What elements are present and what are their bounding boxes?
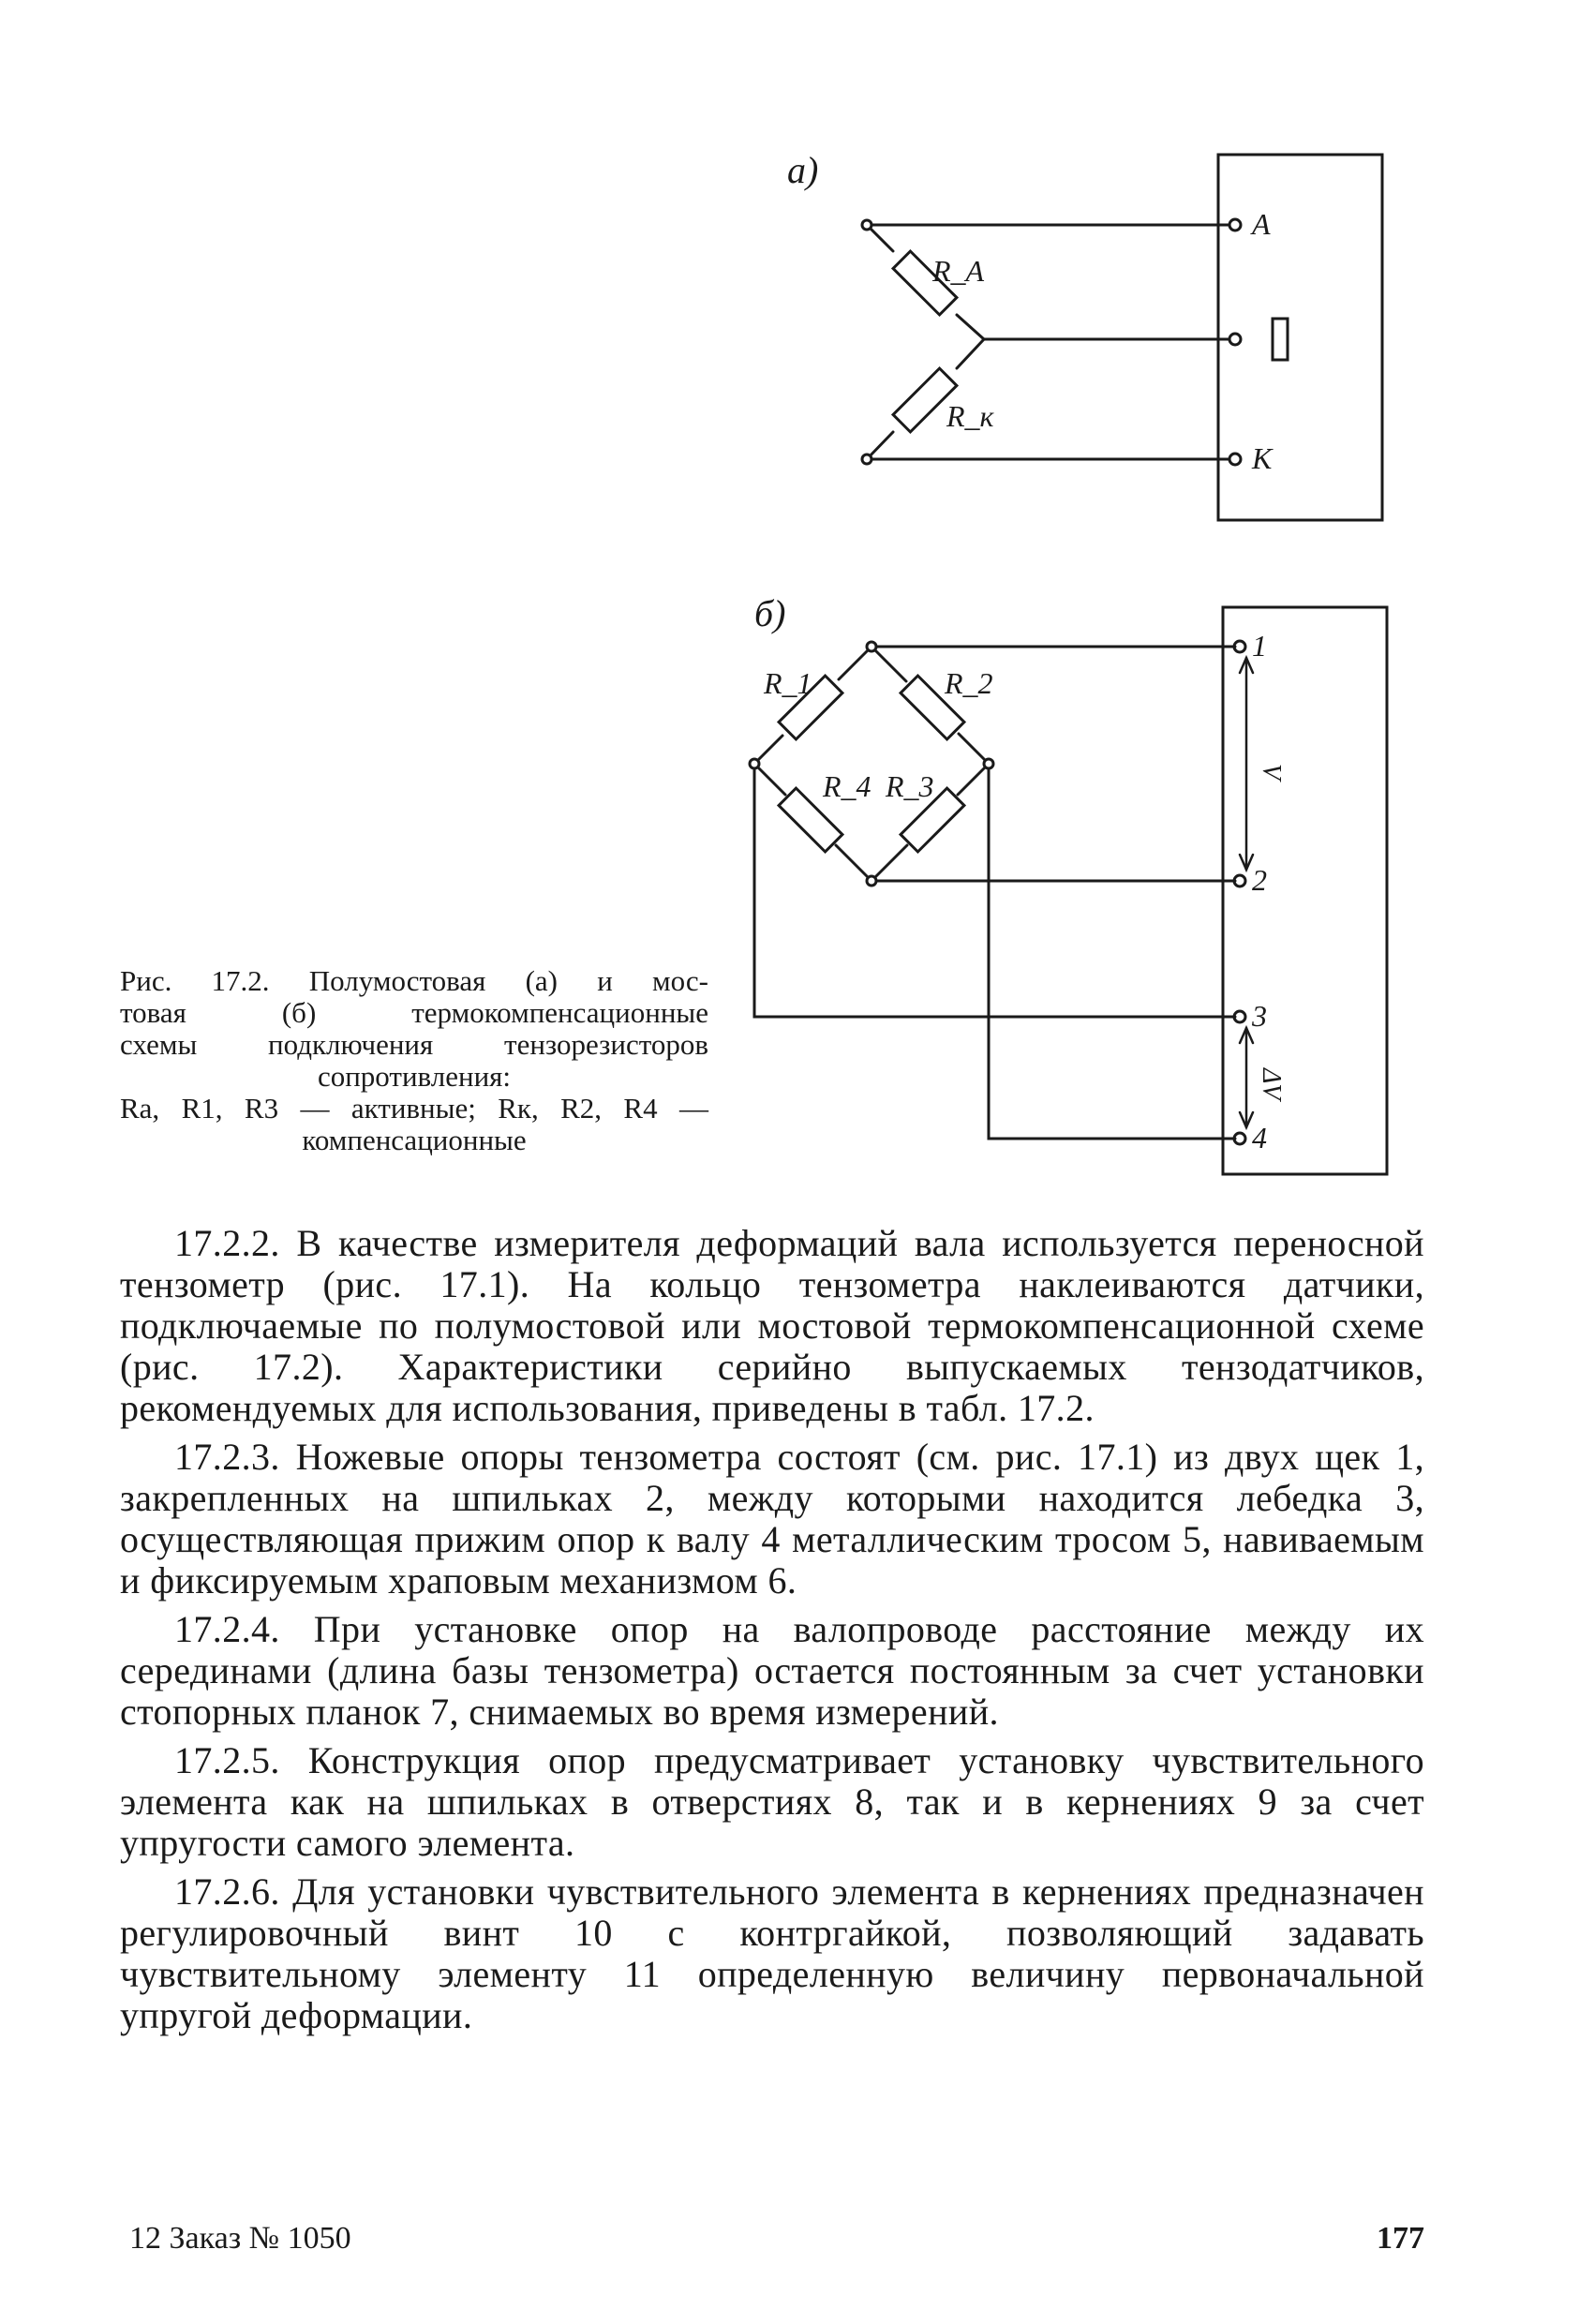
label-r2: R_2 [945, 666, 993, 700]
wire-r2-a [871, 647, 906, 681]
terminal-a-A [1229, 219, 1241, 231]
voltage-arrow-dv [1240, 1028, 1253, 1127]
node-b-bottom [867, 876, 876, 886]
node-a-1 [862, 220, 871, 230]
node-b-right [984, 759, 993, 768]
terminal-a-K [1229, 454, 1241, 465]
paragraph-17-2-3: 17.2.3. Ножевые опоры тензометра состоят (см. рис. 17.1) из двух щек 1, закрепленных на шпильках 2, между которыми находится лебедка 3, осуществляющая прижим опор к валу 4 металлическим тросом 5, навиваемым и фиксируемым храповым механизмом 6. [120, 1436, 1424, 1601]
terminal-label-a: A [1252, 207, 1271, 241]
terminal-label-1: 1 [1252, 629, 1267, 663]
terminal-a-mid [1229, 334, 1241, 345]
wire-b-4 [989, 764, 1235, 1139]
voltage-arrow-v [1240, 658, 1253, 870]
footer-order-mark: 12 Заказ № 1050 [129, 2221, 351, 2256]
wire-r3-a [958, 764, 989, 795]
label-ra: R_A [932, 254, 985, 288]
paragraph-17-2-6: 17.2.6. Для установки чувствительного элемента в кернениях предназначен регулировочный винт 10 с контргайкой, позволяющий задавать чувствительному элементу 11 определенную величину первоначальной упругой деформации. [120, 1870, 1424, 2036]
wire-r1-a [839, 647, 871, 679]
caption-line: Rа, R1, R3 — активные; Rк, R2, R4 — [120, 1092, 708, 1125]
label-r3: R_3 [886, 769, 934, 803]
node-a-2 [862, 454, 871, 464]
page-number: 177 [1377, 2221, 1424, 2256]
node-b-top [867, 642, 876, 651]
caption-line: товая (б) термокомпенсационные [120, 996, 708, 1029]
paragraph-17-2-5: 17.2.5. Конструкция опор предусматривает установку чувствительного элемента как на шпильках в отверстиях 8, так и в кернениях 9 за счет упругости самого элемента. [120, 1739, 1424, 1864]
instrument-box-a [1218, 155, 1382, 520]
wire-r4-b [836, 845, 871, 881]
paragraph-17-2-4: 17.2.4. При установке опор на валопроводе расстояние между их серединами (длина базы тензометра) остается постоянным за счет установки стопорных планок 7, снимаемых во время измерений. [120, 1608, 1424, 1733]
paragraph-17-2-2: 17.2.2. В качестве измерителя деформаций вала используется переносной тензометр (рис. 17.1). На кольцо тензометра наклеиваются датчики, подключаемые по полумостовой или мостовой термокомпенсационной схеме (рис. 17.2). Характеристики серийно выпускаемых тензодатчиков, рекомендуемых для использования, приведены в табл. 17.2. [120, 1222, 1424, 1429]
terminal-label-2: 2 [1252, 863, 1267, 897]
figure-b-label: б) [754, 592, 786, 634]
caption-line: схемы подключения тензорезисторов [120, 1028, 708, 1061]
wire-r2-b [959, 734, 989, 764]
diagram-b [750, 607, 1387, 1174]
diagram-a [862, 155, 1382, 520]
node-b-left [750, 759, 759, 768]
wire-r4-a [754, 764, 785, 795]
label-v: V [1257, 764, 1286, 781]
wire-rk-in [957, 339, 984, 368]
terminal-label-k: К [1252, 441, 1273, 475]
label-dv: ΔV [1257, 1068, 1286, 1100]
figure-caption [120, 965, 708, 1156]
label-rk: R_к [946, 399, 994, 433]
terminal-label-4: 4 [1252, 1121, 1267, 1155]
wire-ra-out [957, 315, 984, 339]
indicator-a [1273, 319, 1288, 360]
page-footer [120, 2221, 1424, 2258]
figure-a-label: а) [787, 149, 819, 191]
body-text [120, 1223, 1424, 2044]
wire-r3-b [871, 845, 907, 881]
terminal-label-3: 3 [1252, 999, 1267, 1033]
caption-line: компенсационные [302, 1124, 527, 1156]
caption-line: сопротивления: [317, 1060, 512, 1093]
caption-line: Рис. 17.2. Полумостовая (а) и мос- [120, 964, 708, 997]
label-r1: R_1 [764, 666, 812, 700]
label-r4: R_4 [823, 769, 871, 803]
